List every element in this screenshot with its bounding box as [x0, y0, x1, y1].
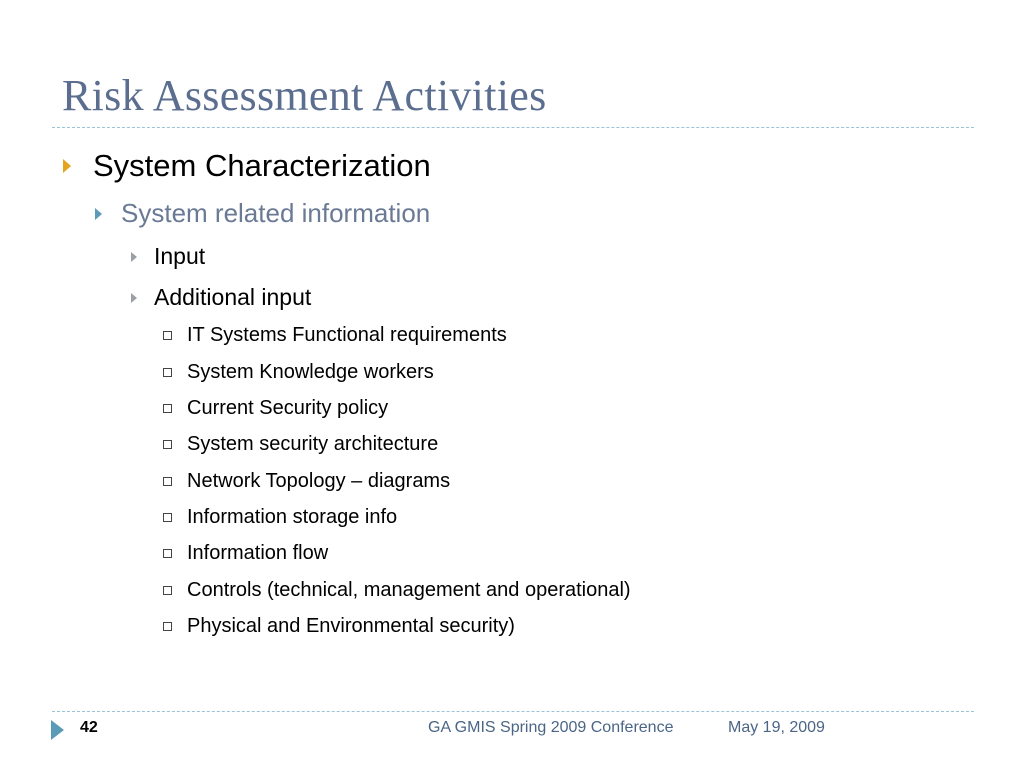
bullet-text: System Knowledge workers: [187, 361, 434, 383]
page-number: 42: [80, 719, 98, 736]
title-divider: [52, 127, 974, 128]
bullet-text: Controls (technical, management and operational): [187, 579, 631, 601]
square-bullet-icon: [163, 440, 172, 449]
square-bullet-icon: [163, 404, 172, 413]
square-bullet-icon: [163, 586, 172, 595]
bullet-text: Input: [154, 243, 206, 269]
bullet-text: Current Security policy: [187, 397, 389, 419]
triangle-right-icon: [131, 252, 137, 262]
bullet-text: IT Systems Functional requirements: [187, 324, 507, 346]
bullet-level4: [163, 579, 631, 602]
bullet-text: System related information: [121, 198, 431, 228]
triangle-right-icon: [63, 159, 71, 173]
bullet-text: System Characterization: [93, 148, 431, 183]
footer-date: May 19, 2009: [728, 719, 825, 736]
bullet-text: Network Topology – diagrams: [187, 470, 451, 492]
bullet-level2: [95, 198, 430, 229]
square-bullet-icon: [163, 513, 172, 522]
footer-conference: GA GMIS Spring 2009 Conference: [428, 719, 674, 736]
square-bullet-icon: [163, 331, 172, 340]
bullet-level4: [163, 506, 397, 529]
bullet-level1: [63, 148, 431, 184]
bullet-level3: [131, 284, 311, 311]
bullet-level4: [163, 397, 388, 420]
bullet-level4: [163, 324, 507, 347]
square-bullet-icon: [163, 622, 172, 631]
bullet-level4: [163, 361, 434, 384]
footer-divider: [52, 711, 974, 712]
triangle-right-icon: [51, 720, 64, 740]
slide-title: Risk Assessment Activities: [62, 71, 547, 120]
bullet-text: System security architecture: [187, 433, 439, 455]
bullet-text: Information flow: [187, 542, 329, 564]
bullet-text: Physical and Environmental security): [187, 615, 515, 637]
square-bullet-icon: [163, 549, 172, 558]
bullet-text: Additional input: [154, 284, 312, 310]
bullet-level3: [131, 243, 205, 270]
bullet-text: Information storage info: [187, 506, 398, 528]
bullet-level4: [163, 433, 438, 456]
square-bullet-icon: [163, 477, 172, 486]
triangle-right-icon: [95, 208, 102, 220]
triangle-right-icon: [131, 293, 137, 303]
bullet-level4: [163, 542, 328, 565]
bullet-level4: [163, 615, 515, 638]
square-bullet-icon: [163, 368, 172, 377]
bullet-level4: [163, 470, 450, 493]
